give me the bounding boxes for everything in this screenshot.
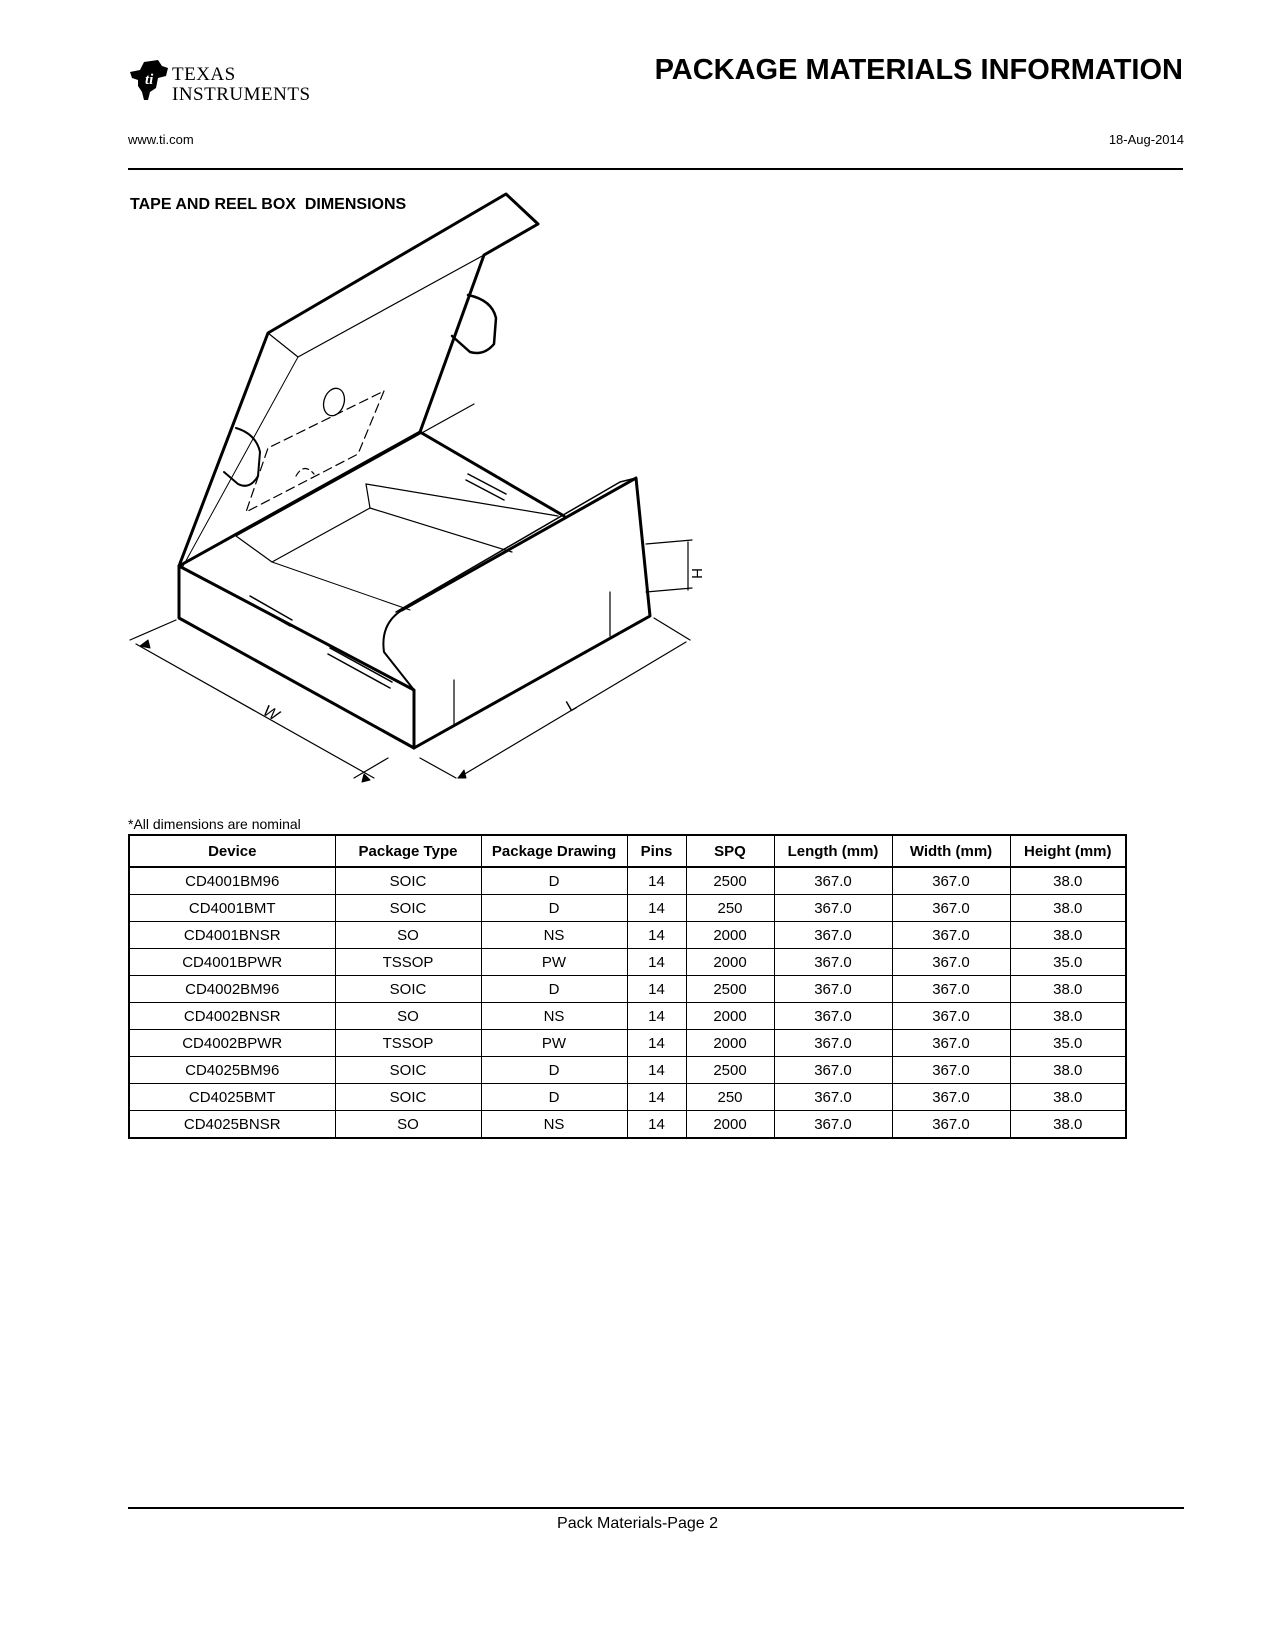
table-row bbox=[129, 976, 1126, 1003]
cell-device: CD4002BPWR bbox=[129, 1030, 335, 1057]
cell-height: 35.0 bbox=[1010, 1030, 1126, 1057]
table-row bbox=[129, 922, 1126, 949]
col-header-package-type: Package Type bbox=[335, 835, 481, 867]
cell-device: CD4001BMT bbox=[129, 895, 335, 922]
cell-length: 367.0 bbox=[774, 1111, 892, 1139]
table-row bbox=[129, 1084, 1126, 1111]
logo-wordmark-line2: INSTRUMENTS bbox=[172, 84, 311, 105]
cell-length: 367.0 bbox=[774, 976, 892, 1003]
table-row bbox=[129, 895, 1126, 922]
table-row bbox=[129, 1003, 1126, 1030]
header-divider bbox=[128, 168, 1183, 170]
dimension-l-line bbox=[420, 618, 690, 778]
cell-spq: 2500 bbox=[686, 867, 774, 895]
logo-wordmark-line1: TEXAS bbox=[172, 64, 236, 85]
cell-pins: 14 bbox=[627, 1084, 686, 1111]
dimension-w-line bbox=[130, 620, 388, 778]
cell-pins: 14 bbox=[627, 922, 686, 949]
cell-height: 38.0 bbox=[1010, 1057, 1126, 1084]
ti-logo bbox=[128, 58, 311, 108]
cell-package-type: TSSOP bbox=[335, 949, 481, 976]
cell-height: 38.0 bbox=[1010, 895, 1126, 922]
cell-package-type: SO bbox=[335, 922, 481, 949]
cell-package-type: SOIC bbox=[335, 867, 481, 895]
cell-height: 35.0 bbox=[1010, 949, 1126, 976]
cell-pins: 14 bbox=[627, 895, 686, 922]
col-header-pins: Pins bbox=[627, 835, 686, 867]
tape-reel-box-diagram bbox=[124, 190, 714, 790]
cell-package-type: TSSOP bbox=[335, 1030, 481, 1057]
cell-width: 367.0 bbox=[892, 976, 1010, 1003]
table-header-row bbox=[129, 835, 1126, 867]
table-row bbox=[129, 949, 1126, 976]
ti-logo-icon bbox=[128, 58, 170, 102]
cell-package-drawing: D bbox=[481, 1084, 627, 1111]
cell-length: 367.0 bbox=[774, 867, 892, 895]
cell-height: 38.0 bbox=[1010, 1003, 1126, 1030]
cell-pins: 14 bbox=[627, 1003, 686, 1030]
cell-width: 367.0 bbox=[892, 922, 1010, 949]
box-tray bbox=[179, 432, 564, 566]
site-url: www.ti.com bbox=[128, 132, 194, 147]
document-date: 18-Aug-2014 bbox=[1108, 132, 1184, 147]
cell-device: CD4025BM96 bbox=[129, 1057, 335, 1084]
cell-spq: 2000 bbox=[686, 1003, 774, 1030]
cell-package-drawing: D bbox=[481, 867, 627, 895]
table-row bbox=[129, 1111, 1126, 1139]
svg-text:ti: ti bbox=[145, 72, 154, 88]
cell-width: 367.0 bbox=[892, 1003, 1010, 1030]
cell-device: CD4002BNSR bbox=[129, 1003, 335, 1030]
col-header-package-drawing: Package Drawing bbox=[481, 835, 627, 867]
cell-spq: 250 bbox=[686, 1084, 774, 1111]
dimension-l-label: L bbox=[563, 696, 580, 716]
box-dimensions-table bbox=[128, 834, 1127, 1139]
cell-package-drawing: D bbox=[481, 976, 627, 1003]
cell-spq: 2000 bbox=[686, 922, 774, 949]
cell-package-type: SOIC bbox=[335, 895, 481, 922]
cell-length: 367.0 bbox=[774, 1057, 892, 1084]
cell-height: 38.0 bbox=[1010, 976, 1126, 1003]
cell-package-drawing: NS bbox=[481, 1003, 627, 1030]
cell-package-drawing: D bbox=[481, 895, 627, 922]
cell-length: 367.0 bbox=[774, 1030, 892, 1057]
cell-package-type: SOIC bbox=[335, 1057, 481, 1084]
dimension-h-line bbox=[646, 540, 692, 592]
col-header-device: Device bbox=[129, 835, 335, 867]
cell-width: 367.0 bbox=[892, 1030, 1010, 1057]
cell-spq: 2000 bbox=[686, 1030, 774, 1057]
box-front-wall bbox=[179, 566, 414, 748]
cell-height: 38.0 bbox=[1010, 1111, 1126, 1139]
cell-package-type: SOIC bbox=[335, 1084, 481, 1111]
cell-length: 367.0 bbox=[774, 895, 892, 922]
dimension-w-label: W bbox=[260, 702, 282, 725]
cell-device: CD4001BNSR bbox=[129, 922, 335, 949]
cell-package-drawing: NS bbox=[481, 1111, 627, 1139]
cell-width: 367.0 bbox=[892, 1111, 1010, 1139]
col-header-spq: SPQ bbox=[686, 835, 774, 867]
cell-package-type: SO bbox=[335, 1003, 481, 1030]
col-header-length: Length (mm) bbox=[774, 835, 892, 867]
cell-length: 367.0 bbox=[774, 922, 892, 949]
cell-pins: 14 bbox=[627, 1111, 686, 1139]
cell-device: CD4025BNSR bbox=[129, 1111, 335, 1139]
cell-package-drawing: PW bbox=[481, 1030, 627, 1057]
cell-spq: 2500 bbox=[686, 1057, 774, 1084]
cell-package-drawing: NS bbox=[481, 922, 627, 949]
cell-pins: 14 bbox=[627, 949, 686, 976]
cell-device: CD4001BPWR bbox=[129, 949, 335, 976]
cell-spq: 2500 bbox=[686, 976, 774, 1003]
cell-package-drawing: D bbox=[481, 1057, 627, 1084]
cell-pins: 14 bbox=[627, 867, 686, 895]
cell-length: 367.0 bbox=[774, 1084, 892, 1111]
table-row bbox=[129, 867, 1126, 895]
page-title: PACKAGE MATERIALS INFORMATION bbox=[654, 54, 1183, 86]
cell-spq: 2000 bbox=[686, 1111, 774, 1139]
footer-divider bbox=[128, 1507, 1184, 1509]
cell-height: 38.0 bbox=[1010, 922, 1126, 949]
lid-hole bbox=[320, 386, 348, 419]
section-title: TAPE AND REEL BOX DIMENSIONS bbox=[130, 196, 407, 213]
box-lid bbox=[179, 194, 538, 566]
table-row bbox=[129, 1030, 1126, 1057]
table-row bbox=[129, 1057, 1126, 1084]
dimension-h-label: H bbox=[688, 568, 705, 579]
cell-pins: 14 bbox=[627, 976, 686, 1003]
col-header-height: Height (mm) bbox=[1010, 835, 1126, 867]
cell-width: 367.0 bbox=[892, 949, 1010, 976]
cell-pins: 14 bbox=[627, 1057, 686, 1084]
cell-length: 367.0 bbox=[774, 949, 892, 976]
cell-height: 38.0 bbox=[1010, 867, 1126, 895]
cell-height: 38.0 bbox=[1010, 1084, 1126, 1111]
cell-spq: 2000 bbox=[686, 949, 774, 976]
cell-package-type: SO bbox=[335, 1111, 481, 1139]
dimensions-note: *All dimensions are nominal bbox=[128, 816, 301, 832]
cell-width: 367.0 bbox=[892, 895, 1010, 922]
cell-device: CD4002BM96 bbox=[129, 976, 335, 1003]
cell-width: 367.0 bbox=[892, 1084, 1010, 1111]
cell-device: CD4025BMT bbox=[129, 1084, 335, 1111]
cell-package-type: SOIC bbox=[335, 976, 481, 1003]
cell-package-drawing: PW bbox=[481, 949, 627, 976]
cell-width: 367.0 bbox=[892, 867, 1010, 895]
col-header-width: Width (mm) bbox=[892, 835, 1010, 867]
page-footer: Pack Materials-Page 2 bbox=[557, 1515, 718, 1532]
cell-device: CD4001BM96 bbox=[129, 867, 335, 895]
cell-pins: 14 bbox=[627, 1030, 686, 1057]
box-right-flap bbox=[402, 478, 650, 748]
cell-width: 367.0 bbox=[892, 1057, 1010, 1084]
cell-length: 367.0 bbox=[774, 1003, 892, 1030]
cell-spq: 250 bbox=[686, 895, 774, 922]
